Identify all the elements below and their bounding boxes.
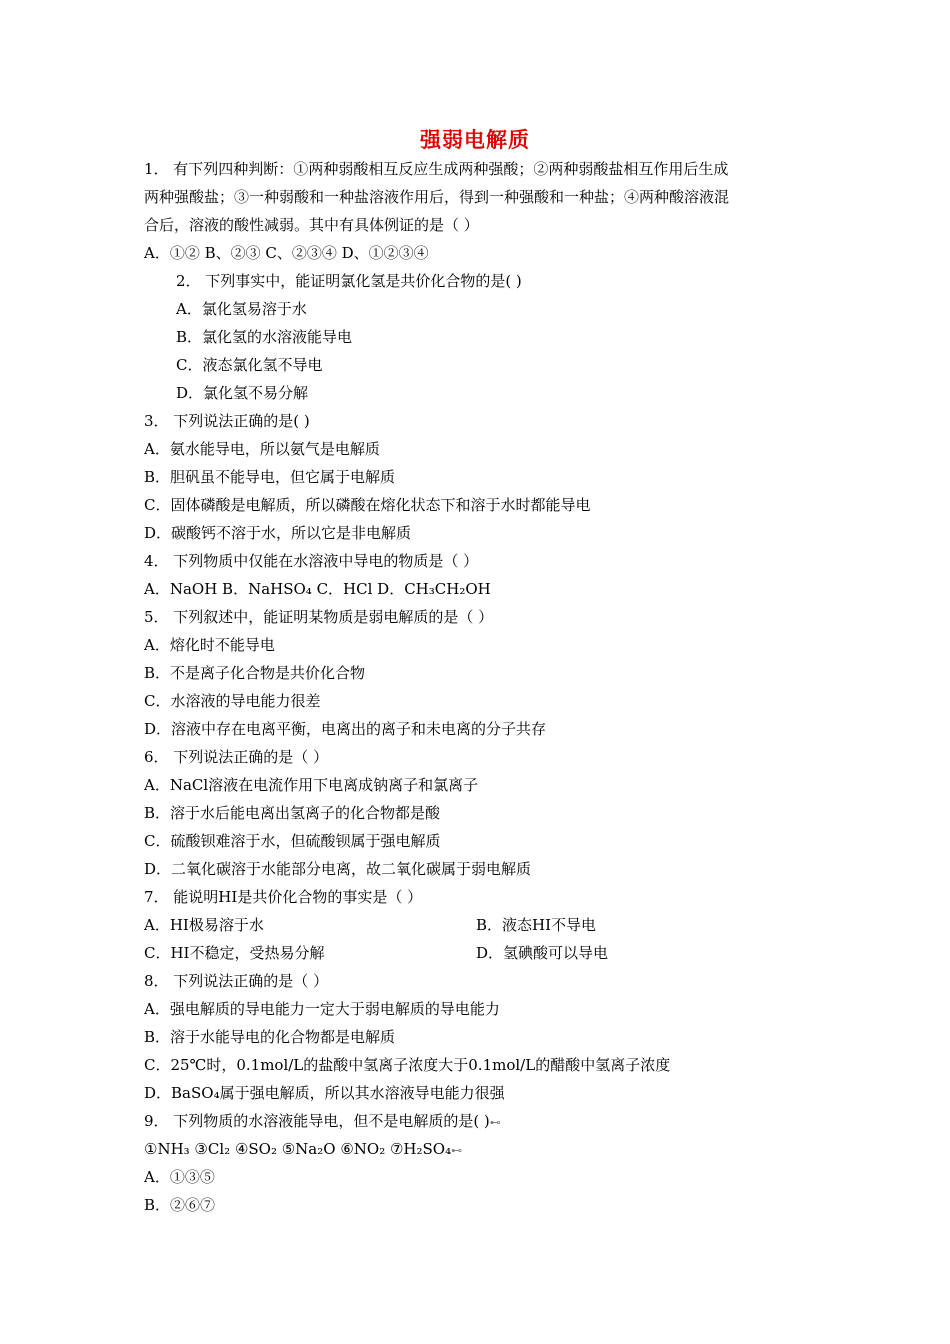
question-9-option-a: A．①③⑤ [144, 1168, 215, 1186]
question-5-option-a: A．熔化时不能导电 [144, 636, 275, 654]
page-title: 强弱电解质 [420, 128, 530, 152]
question-7-stem: 7． 能说明HI是共价化合物的事实是（ ） [144, 888, 423, 906]
question-6-option-b: B．溶于水后能电离出氢离子的化合物都是酸 [144, 804, 441, 822]
question-5-option-c: C．水溶液的导电能力很差 [144, 692, 321, 710]
question-3-stem: 3． 下列说法正确的是( ) [144, 412, 310, 430]
question-7-options-row2 [144, 939, 814, 967]
question-2-option-c: C．液态氯化氢不导电 [176, 356, 323, 374]
question-8-option-a: A．强电解质的导电能力一定大于弱电解质的导电能力 [144, 1000, 500, 1018]
question-1-options: A．①② B、②③ C、②③④ D、①②③④ [144, 244, 429, 262]
question-7-option-a: A．HI极易溶于水 [144, 916, 264, 934]
question-8-option-b: B．溶于水能导电的化合物都是电解质 [144, 1028, 396, 1046]
question-3-option-b: B．胆矾虽不能导电，但它属于电解质 [144, 468, 396, 486]
question-9-stem [144, 1107, 814, 1135]
question-3-option-a: A．氨水能导电，所以氨气是电解质 [144, 440, 380, 458]
question-5-option-d: D．溶液中存在电离平衡，电离出的离子和未电离的分子共存 [144, 720, 547, 738]
question-4-stem: 4． 下列物质中仅能在水溶液中导电的物质是（ ） [144, 552, 479, 570]
question-1-stem-line2: 两种强酸盐；③一种弱酸和一种盐溶液作用后，得到一种强酸和一种盐；④两种酸溶液混 [144, 188, 730, 206]
question-6-option-a: A．NaCl溶液在电流作用下电离成钠离子和氯离子 [144, 776, 479, 794]
question-5-option-b: B．不是离子化合物是共价化合物 [144, 664, 366, 682]
question-7-option-b: B．液态HI不导电 [476, 916, 597, 934]
question-6-option-c: C．硫酸钡难溶于水，但硫酸钡属于强电解质 [144, 832, 441, 850]
question-2-stem: 2． 下列事实中，能证明氯化氢是共价化合物的是( ) [176, 272, 522, 290]
question-9-items-text: ①NH₃ ③Cl₂ ④SO₂ ⑤Na₂O ⑥NO₂ ⑦H₂SO₄ [144, 1140, 452, 1158]
question-list [144, 155, 814, 1219]
question-6-option-d: D．二氧化碳溶于水能部分电离，故二氧化碳属于弱电解质 [144, 860, 532, 878]
question-5-stem: 5． 下列叙述中，能证明某物质是弱电解质的是（ ） [144, 608, 494, 626]
question-8-stem: 8． 下列说法正确的是（ ） [144, 972, 329, 990]
question-2-option-a: A．氯化氢易溶于水 [176, 300, 307, 318]
question-4-options: A．NaOH B．NaHSO₄ C．HCl D．CH₃CH₂OH [144, 580, 491, 598]
question-2-option-b: B．氯化氢的水溶液能导电 [176, 328, 353, 346]
question-9-stem-text: 9． 下列物质的水溶液能导电，但不是电解质的是( ) [144, 1112, 490, 1130]
question-9-items [144, 1135, 814, 1163]
question-1-stem-line1: 1． 有下列四种判断：①两种弱酸相互反应生成两种强酸；②两种弱酸盐相互作用后生成 [144, 160, 729, 178]
question-2-option-d: D．氯化氢不易分解 [176, 384, 309, 402]
question-9-option-b: B．②⑥⑦ [144, 1196, 216, 1214]
question-3-option-c: C．固体磷酸是电解质，所以磷酸在熔化状态下和溶于水时都能导电 [144, 496, 591, 514]
question-7-option-c: C．HI不稳定，受热易分解 [144, 944, 325, 962]
paragraph-mark-icon: ⊷ [489, 1116, 501, 1129]
question-3-option-d: D．碳酸钙不溶于水，所以它是非电解质 [144, 524, 412, 542]
question-1-stem-line3: 合后，溶液的酸性减弱。其中有具体例证的是（ ） [144, 216, 479, 234]
question-8-option-c: C．25℃时，0.1mol/L的盐酸中氢离子浓度大于0.1mol/L的醋酸中氢离子浓度 [144, 1056, 671, 1074]
question-7-option-d: D．氢碘酸可以导电 [476, 944, 609, 962]
paragraph-mark-icon: ⊷ [451, 1144, 463, 1157]
question-8-option-d: D．BaSO₄属于强电解质，所以其水溶液导电能力很强 [144, 1084, 505, 1102]
question-6-stem: 6． 下列说法正确的是（ ） [144, 748, 329, 766]
question-7-options-row1 [144, 911, 814, 939]
